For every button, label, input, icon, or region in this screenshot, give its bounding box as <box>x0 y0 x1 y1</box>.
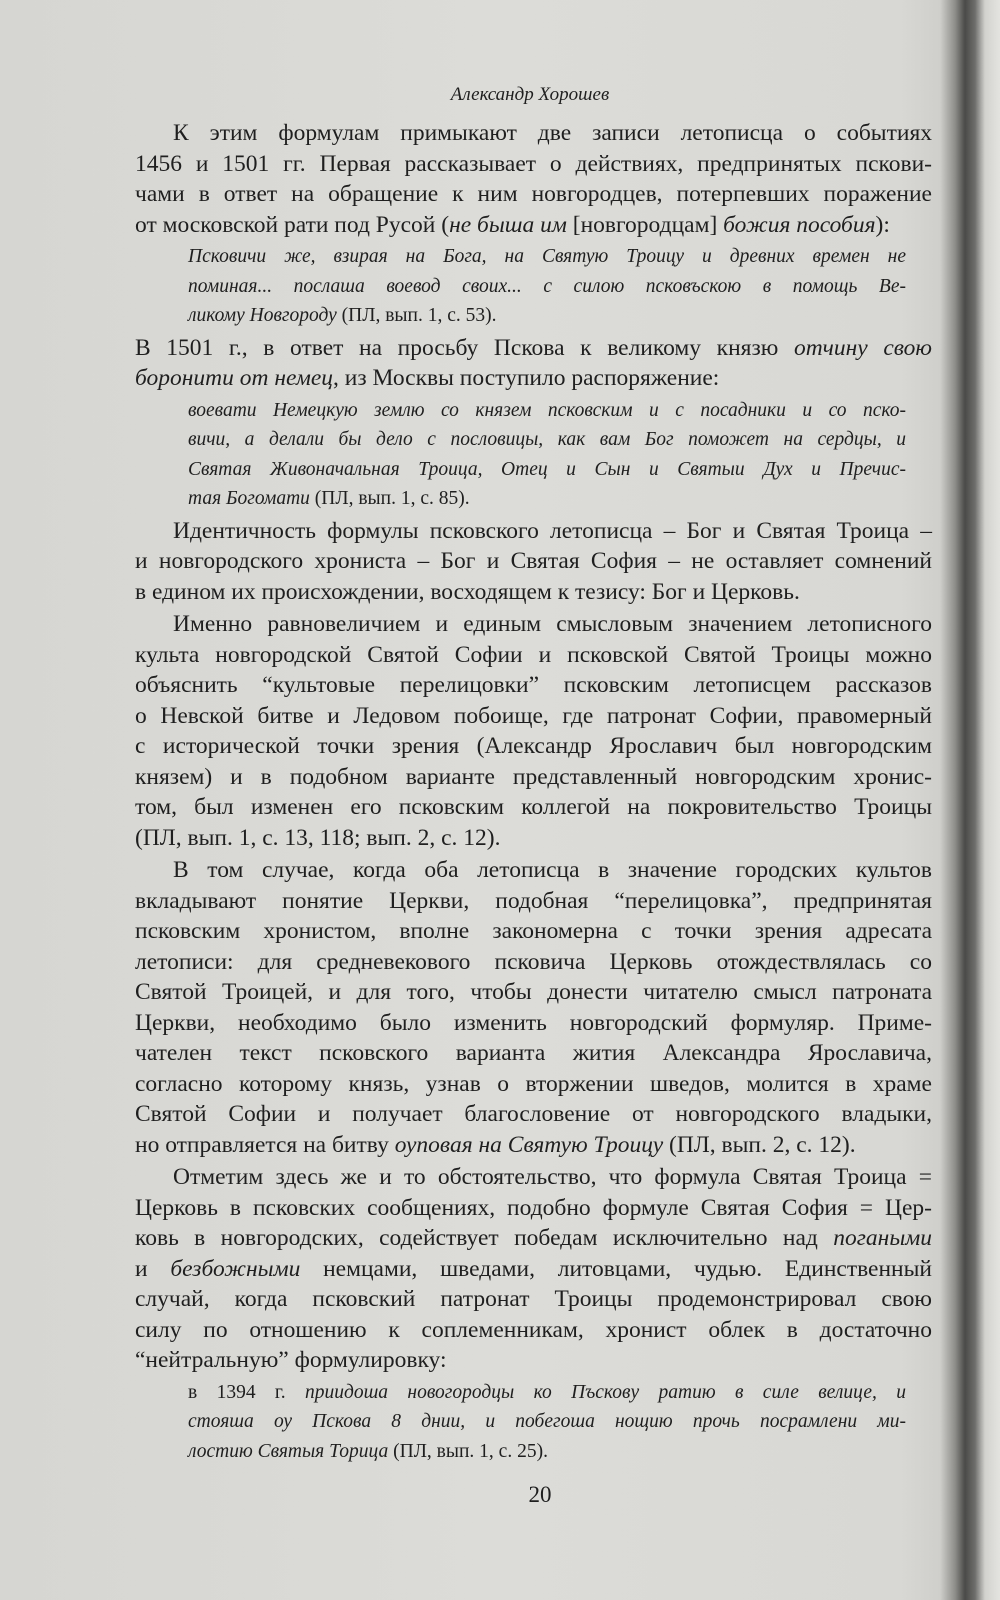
text-line <box>135 762 932 793</box>
text-run: Церковь в псковских сообщениях, подобно формуле Святая София = Цер- <box>135 1194 932 1221</box>
text-run: случай, когда псковский патронат Троицы продемонстрировал свою <box>135 1286 932 1312</box>
text-line <box>188 272 906 302</box>
text-line <box>135 546 932 577</box>
text-run: Святой Софии и получает благословение от новгородского владыки, <box>135 1101 932 1127</box>
block-quote <box>188 1378 906 1467</box>
paragraph <box>135 333 932 394</box>
paragraph <box>135 609 932 853</box>
text-run: (ПЛ, вып. 1, с. 85). <box>309 488 470 509</box>
text-line <box>135 149 932 180</box>
text-run: Отметим здесь же и то обстоятельство, что формула Святая Троица = <box>173 1164 932 1190</box>
text-line <box>135 701 932 732</box>
text-line <box>188 1378 906 1408</box>
text-line <box>135 333 932 364</box>
italic-text: ликому Новгороду <box>188 305 337 326</box>
text-line <box>135 1315 932 1346</box>
text-run: Церкви, необходимо было изменить новгородский формуляр. Приме- <box>135 1009 932 1036</box>
text-run: ковь в новгородских, содействует победам исключительно над <box>135 1225 834 1251</box>
page-body <box>0 118 1000 1468</box>
text-run: , из Москвы поступило распоряжение: <box>333 365 720 391</box>
text-run: ): <box>875 211 890 238</box>
text-run: [новгородцам] <box>566 211 724 238</box>
text-run: князем) и в подобном варианте представленный новгородским хронис- <box>135 763 932 790</box>
italic-text: оуповая на Святую Троицу <box>394 1131 664 1158</box>
italic-text: отчину свою <box>793 334 932 361</box>
text-line <box>135 1008 932 1039</box>
text-run: летописи: для средневекового псковича Церковь отождествлялась со <box>135 948 932 975</box>
text-line <box>135 1130 932 1161</box>
italic-text: безбожными <box>170 1255 301 1282</box>
paragraph <box>135 855 932 1160</box>
italic-text: стояша оу Пскова 8 днии, и побегоша нощию прочь посрамлени ми- <box>188 1411 906 1432</box>
italic-text: тая Богомати <box>188 488 310 509</box>
paragraph <box>135 1162 932 1376</box>
text-line <box>188 301 906 331</box>
text-line <box>135 577 932 608</box>
text-line <box>135 916 932 947</box>
text-line <box>135 792 932 823</box>
italic-text: божия пособия <box>723 211 876 238</box>
text-line <box>135 179 932 210</box>
text-run: (ПЛ, вып. 1, с. 13, 118; вып. 2, с. 12). <box>135 824 501 851</box>
paragraph <box>135 118 932 240</box>
text-run: и новгородского хрониста – Бог и Святая София – не оставляет сомнений <box>135 548 932 574</box>
text-line <box>135 1284 932 1315</box>
text-run: В 1501 г., в ответ на просьбу Пскова к великому князю <box>135 334 794 361</box>
text-run: В том случае, когда оба летописца в значение городских культов <box>173 857 932 883</box>
italic-text: лостию Святыя Торица <box>188 1440 389 1462</box>
text-line <box>135 1193 932 1224</box>
text-line <box>135 886 932 917</box>
text-line <box>188 396 906 426</box>
text-line <box>135 977 932 1008</box>
paragraph <box>135 516 932 608</box>
text-line <box>135 1223 932 1254</box>
text-run: от московской рати под Русой ( <box>135 211 450 238</box>
text-run: немцами, шведами, литовцами, чудью. Единственный <box>300 1255 933 1282</box>
text-line <box>135 670 932 701</box>
text-line <box>188 1437 906 1467</box>
text-run: с исторической точки зрения (Александр Ярославич был новгородским <box>135 733 932 759</box>
italic-text: не быша им <box>449 211 567 238</box>
text-run: в едином их происхождении, восходящем к тезису: Бог и Церковь. <box>135 578 800 605</box>
text-run: о Невской битве и Ледовом побоище, где патронат Софии, правомерный <box>135 702 932 729</box>
text-run: силу по отношению к соплеменникам, хронист облек в достаточно <box>135 1316 932 1343</box>
italic-text: поминая... послаша воевод своих... с силою псковъскою в помощь Ве- <box>188 275 906 297</box>
text-line <box>135 640 932 671</box>
text-run: том, был изменен его псковским коллегой на покровительство Троицы <box>135 794 932 820</box>
text-line <box>135 609 932 640</box>
text-run: псковским хронистом, вполне закономерна с точки зрения адресата <box>135 918 932 944</box>
text-line <box>135 1099 932 1130</box>
text-line <box>135 947 932 978</box>
text-run: 1456 и 1501 гг. Первая рассказывает о действиях, предпринятых пскови- <box>135 150 932 177</box>
text-line <box>135 1345 932 1376</box>
text-run: чателен текст псковского варианта жития Александра Ярославича, <box>135 1040 932 1066</box>
italic-text: боронити от немец <box>135 365 334 391</box>
text-run: (ПЛ, вып. 1, с. 25). <box>388 1440 548 1462</box>
text-line <box>135 118 932 149</box>
text-line <box>135 210 932 241</box>
text-line <box>135 1162 932 1193</box>
text-line <box>188 484 906 514</box>
running-header: Александр Хорошев <box>450 84 610 105</box>
text-run: (ПЛ, вып. 2, с. 12). <box>663 1131 856 1158</box>
italic-text: Святая Живоначальная Троица, Отец и Сын и Святыи Дух и Пречис- <box>188 458 906 480</box>
text-run: вкладывают понятие Церкви, подобная “перелицовка”, предпринятая <box>135 887 932 914</box>
block-quote <box>188 396 906 514</box>
text-run: объяснить “культовые перелицовки” псковским летописцем рассказов <box>135 672 932 698</box>
text-line <box>188 425 906 455</box>
text-run: в 1394 г. <box>188 1381 305 1403</box>
text-line <box>135 363 932 394</box>
text-line <box>188 455 906 485</box>
text-line <box>188 1407 906 1437</box>
page-number: 20 <box>528 1482 552 1507</box>
italic-text: приидоша новогородцы ко Пъскову ратию в силе велице, и <box>304 1381 906 1403</box>
text-run: Идентичность формулы псковского летописца – Бог и Святая Троица – <box>173 517 932 544</box>
block-quote <box>188 242 906 331</box>
italic-text: вичи, а делали бы дело с пословицы, как вам Бог поможет на сердцы, и <box>188 429 906 450</box>
text-line <box>135 731 932 762</box>
text-line <box>135 1069 932 1100</box>
text-run: культа новгородской Святой Софии и псковской Святой Троицы можно <box>135 641 932 668</box>
text-run: (ПЛ, вып. 1, с. 53). <box>336 305 497 326</box>
text-line <box>188 242 906 272</box>
text-run: К этим формулам примыкают две записи летописца о событиях <box>173 120 932 146</box>
text-run: Именно равновеличием и единым смысловым значением летописного <box>173 611 932 637</box>
text-run: и <box>135 1255 171 1282</box>
text-run: Святой Троицей, и для того, чтобы донести читателю смысл патроната <box>135 979 932 1005</box>
text-run: но отправляется на битву <box>135 1131 395 1158</box>
text-run: “нейтральную” формулировку: <box>135 1347 447 1373</box>
text-line <box>135 516 932 547</box>
text-line <box>135 855 932 886</box>
text-run: согласно которому князь, узнав о вторжении шведов, молится в храме <box>135 1070 932 1097</box>
text-line <box>135 1254 932 1285</box>
italic-text: Псковичи же, взирая на Бога, на Святую Троицу и древних времен не <box>188 246 906 267</box>
text-run: чами в ответ на обращение к ним новгородцев, потерпевших поражение <box>135 181 932 207</box>
italic-text: погаными <box>833 1225 932 1251</box>
italic-text: воевати Немецкую землю со князем псковским и с посадники и со пско- <box>188 399 906 421</box>
text-line <box>135 1038 932 1069</box>
text-line <box>135 823 932 854</box>
